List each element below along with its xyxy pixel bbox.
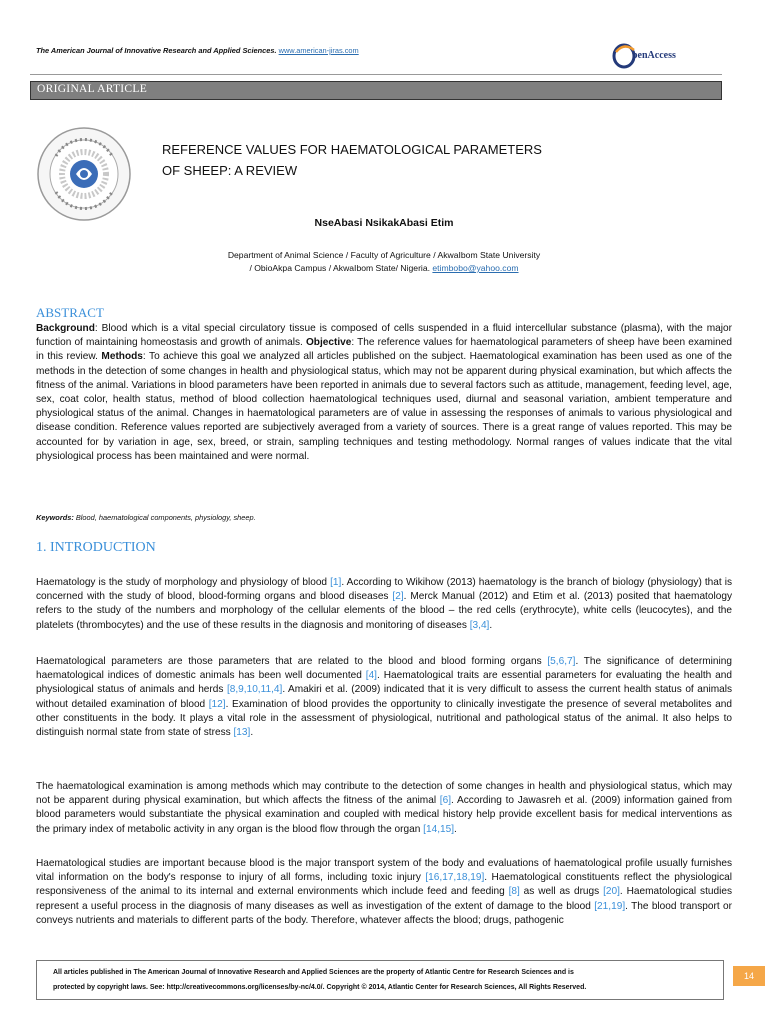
citation-link[interactable]: [16,17,18,19] bbox=[425, 872, 485, 884]
intro-paragraph-4 bbox=[36, 857, 732, 928]
keywords bbox=[36, 513, 256, 522]
intro-paragraph-1 bbox=[36, 576, 732, 633]
text: The haematological examination is among methods which may contribute to the detection of some changes in health and physiological status, which may not be apparent during physical examination, but which affects the fitness of the animal bbox=[36, 781, 732, 807]
citation-link[interactable]: [13] bbox=[233, 727, 251, 739]
methods-text: : To achieve this goal we analyzed all articles published on the subject. Haematological examination has been used as one of the methods in the detection of some changes in health and physiological status, which may not be apparent during physical examination, but which affects the fitness of the animal. Variations in blood parameters have been reported in animals due to several factors such as attitude, management, feeding level, age, sex, coat color, health status, method of blood collection haematological techniques used, diurnal and seasonal variation, ambient temperature and physiological status of the animal. Changes in haematological parameters are of value in assessing the responses of animals to various physiological and disease condition. Reference values reported are subjectively averaged from a variety of sources. There is a great range of values reported. This may be accounted for by variation in age, sex, breed, or strain, sampling techniques and testing methodology. Normal ranges of values indicate that the vital physiological process has been maintained and were normal. bbox=[36, 351, 732, 462]
article-type-bar bbox=[30, 81, 722, 100]
text: . Haematological studies represent a useful process in the diagnosis of many diseases as well as investigation of the extent of damage to the blood bbox=[36, 886, 732, 912]
footer-line-2: protected by copyright laws. See: http://creativecommons.org/licenses/by-nc/4.0/. Copyright © 2014, Atlantic Center for Research Sciences, All Rights Reserved. bbox=[53, 984, 587, 991]
abstract-body bbox=[36, 322, 732, 464]
text: . The blood transport or conveys nutrients and materials to different parts of the body. Therefore, whatever affects the blood; drugs, pathogenic bbox=[36, 900, 732, 926]
text: . Examination of blood provides the opportunity to clinically investigate the presence of several metabolites and other constituents in the body. It plays a vital role in the assessment of physiological, nutritional and pathological status of the animal. It also helps to distinguish normal state from state of stress bbox=[36, 698, 732, 739]
article-type-label: ORIGINAL ARTICLE bbox=[37, 83, 148, 95]
text: . Amakiri et al. (2009) indicated that it is very difficult to assess the current health status of animals without detailed examination of blood bbox=[36, 684, 732, 710]
objective-text: : The reference values for haematological parameters of sheep have been examined in this review. bbox=[36, 337, 732, 363]
intro-paragraph-3 bbox=[36, 780, 732, 837]
methods-label: Methods bbox=[101, 351, 143, 363]
text: . The significance of determining haematological indices of domestic animals has been well documented bbox=[36, 656, 732, 682]
citation-link[interactable]: [21,19] bbox=[594, 900, 626, 912]
citation-link[interactable]: [2] bbox=[392, 591, 404, 603]
author-email-link[interactable]: etimbobo@yahoo.com bbox=[432, 263, 519, 273]
citation-link[interactable]: [4] bbox=[365, 670, 377, 682]
journal-name: The American Journal of Innovative Research and Applied Sciences. bbox=[36, 46, 277, 55]
text: . bbox=[250, 727, 254, 739]
text: Haematology is the study of morphology and physiology of blood bbox=[36, 577, 331, 588]
citation-link[interactable]: [6] bbox=[439, 795, 452, 807]
text: . bbox=[489, 619, 493, 631]
article-title bbox=[162, 139, 632, 181]
text: . Haematological constituents reflect the physiological responsiveness of the animal to its internal and external environments which include feed and feeding bbox=[36, 872, 732, 898]
text: . According to Jawasreh et al. (2009) information gained from blood parameters would substantiate the physical examination and coupled with medical history help provide excellent basis for medical interventions as the primary index of metabolic activity in any organ is the blood flow through the organ bbox=[36, 795, 732, 835]
copyright-footer bbox=[36, 960, 724, 1000]
background-label: Background bbox=[36, 323, 95, 334]
text: Haematological studies are important because blood is the major transport system of the body and evaluations of haematological profile usually furnishes vital information on the body's response to injury of all forms, including toxic injury bbox=[36, 858, 732, 884]
text: . According to Wikihow (2013) haematology is the branch of biology (physiology) that is concerned with the study of blood, blood-forming organs and blood diseases bbox=[36, 577, 732, 603]
citation-link[interactable]: [8] bbox=[508, 886, 520, 898]
text: . bbox=[454, 823, 457, 835]
affiliation bbox=[0, 249, 768, 275]
journal-header bbox=[36, 46, 359, 55]
citation-link[interactable]: [20] bbox=[603, 886, 620, 898]
text: . Merck Manual (2012) and Etim et al. (2013) posited that haematology refers to the study of the numbers and morphology of the cellular elements of the blood – the red cells (erythrocyte), white cells (leucocytes), and the platelets (thrombocytes) and the use of these results in the diagnosis and monitoring of diseases bbox=[36, 591, 732, 631]
title-line-2: OF SHEEP: A REVIEW bbox=[162, 163, 298, 178]
journal-seal-icon bbox=[36, 126, 132, 222]
citation-link[interactable]: [8,9,10,11,4] bbox=[226, 684, 283, 696]
text: as well as drugs bbox=[519, 886, 604, 898]
citation-link[interactable]: [5,6,7] bbox=[547, 656, 576, 667]
keywords-text: Blood, haematological components, physiology, sheep. bbox=[73, 513, 256, 522]
abstract-heading: ABSTRACT bbox=[36, 305, 104, 320]
author-name: NseAbasi NsikakAbasi Etim bbox=[314, 217, 454, 229]
citation-link[interactable]: [14,15] bbox=[423, 823, 455, 835]
open-access-logo-text: penAccess bbox=[632, 50, 676, 61]
keywords-label: Keywords: bbox=[36, 513, 74, 522]
text: . Haematological traits are essential parameters for evaluating the health and physiological status of animals and herds bbox=[36, 670, 732, 696]
affiliation-line-1: Department of Animal Science / Faculty of Agriculture / AkwaIbom State University bbox=[227, 250, 541, 260]
footer-line-1: All articles published in The American Journal of Innovative Research and Applied Sciences are the property of Atlantic Centre for Research Sciences and is bbox=[53, 969, 574, 976]
introduction-heading: 1. INTRODUCTION bbox=[36, 540, 156, 555]
citation-link[interactable]: [12] bbox=[208, 698, 226, 710]
journal-url-link[interactable]: www.american-jiras.com bbox=[278, 46, 359, 55]
background-text: : Blood which is a vital special circulatory tissue is composed of cells suspended in a fluid intercellular substance (plasma), with the major function of maintaining homeostasis and growth of animals. bbox=[36, 323, 732, 349]
text: Haematological parameters are those parameters that are related to the blood and blood forming organs bbox=[36, 656, 548, 667]
header-divider bbox=[30, 74, 722, 75]
objective-label: Objective bbox=[305, 337, 352, 349]
affiliation-line-2: / ObioAkpa Campus / AkwaIbom State/ Nigeria. bbox=[249, 263, 431, 273]
citation-link[interactable]: [3,4] bbox=[469, 619, 490, 631]
citation-link[interactable]: [1] bbox=[330, 577, 342, 588]
page-number: 14 bbox=[733, 966, 765, 986]
intro-paragraph-2 bbox=[36, 655, 732, 740]
title-line-1: REFERENCE VALUES FOR HAEMATOLOGICAL PARAMETERS bbox=[162, 142, 542, 157]
